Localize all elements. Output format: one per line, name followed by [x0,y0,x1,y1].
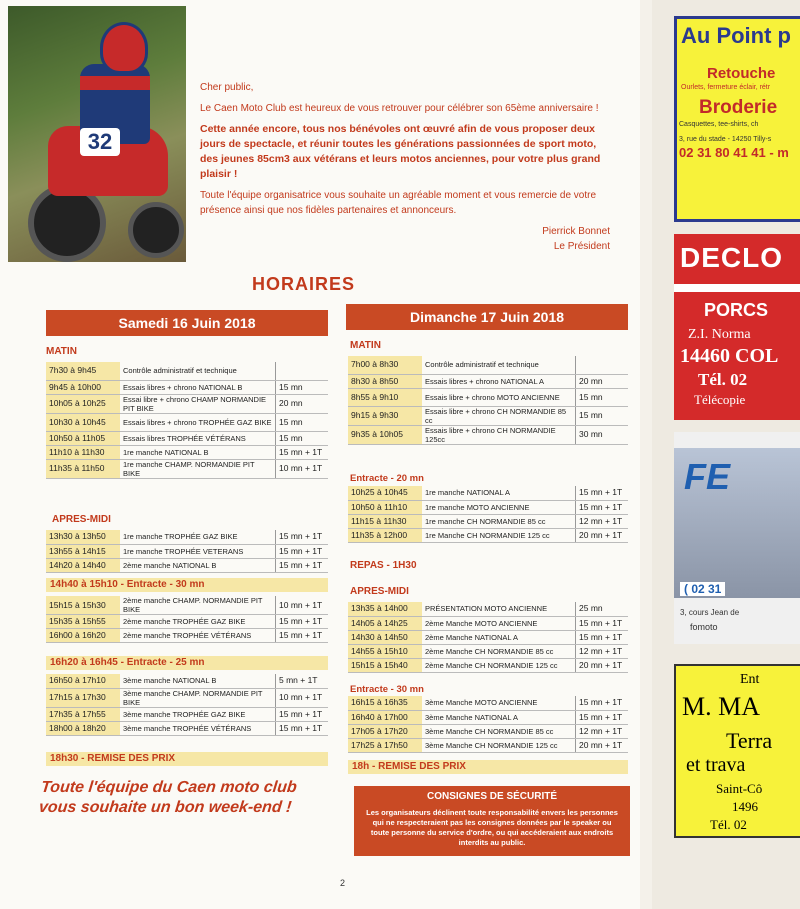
schedule-row [348,658,628,672]
sun-remise: 18h - REMISE DES PRIX [348,760,628,774]
security-box [354,786,630,856]
helmet [100,22,148,74]
sat-apres3-table [46,674,328,736]
row-event: Essais libres + chrono NATIONAL B [120,380,276,394]
row-time: 14h30 à 14h50 [348,630,422,644]
schedule-row [348,616,628,630]
row-time: 10h50 à 11h05 [46,431,120,445]
row-time: 10h30 à 10h45 [46,413,120,431]
row-time: 16h15 à 16h35 [348,696,422,710]
row-event: Essais libres + chrono NATIONAL A [422,374,576,388]
row-duration: 15 mn + 1T [276,544,329,558]
schedule-row [348,644,628,658]
row-duration: 15 mn + 1T [276,629,329,643]
row-event: Essais libre + chrono CH NORMANDIE 85 cc [422,406,576,425]
ad1-broderie: Broderie [699,97,778,118]
schedule-row [348,738,628,752]
ad1-retouche: Retouche [707,65,776,82]
row-event: 3ème Manche CH NORMANDIE 85 cc [422,724,576,738]
ad-point [674,16,800,222]
schedule-row [46,459,328,478]
row-duration: 15 mn + 1T [576,696,629,710]
row-time: 14h55 à 15h10 [348,644,422,658]
ad3-phone: ( 02 31 [680,582,725,596]
row-time: 10h05 à 10h25 [46,394,120,413]
row-time: 8h30 à 8h50 [348,374,422,388]
row-event: Essai libre + chrono CHAMP NORMANDIE PIT BIKE [120,394,276,413]
sun-matin2-table [348,486,628,543]
schedule-row [46,445,328,459]
row-time: 13h30 à 13h50 [46,530,120,544]
row-time: 15h15 à 15h40 [348,658,422,672]
row-event: 3ème Manche CH NORMANDIE 125 cc [422,738,576,752]
schedule-row [348,500,628,514]
row-event: 1re Manche CH NORMANDIE 125 cc [422,528,576,542]
row-duration: 15 mn [576,406,629,425]
ad1-retouche-sub: Ourlets, fermeture éclair, rétr [681,84,771,91]
row-duration: 10 mn + 1T [276,459,329,478]
row-time: 13h35 à 14h00 [348,602,422,616]
rear-wheel [128,202,184,258]
schedule-row [348,388,628,406]
schedule-row [46,688,328,707]
schedule-row [46,431,328,445]
schedule-row [46,707,328,721]
schedule-row [348,514,628,528]
schedule-row [348,486,628,500]
schedule-row [348,724,628,738]
row-event: 2ème Manche CH NORMANDIE 85 cc [422,644,576,658]
schedule-row [348,528,628,542]
ads-column [652,0,800,909]
row-time: 11h15 à 11h30 [348,514,422,528]
sat-matin-label: MATIN [46,346,77,357]
row-time: 15h35 à 15h55 [46,615,120,629]
row-duration: 12 mn + 1T [576,724,629,738]
schedule-row [348,406,628,425]
ad2-title: DECLO [674,234,800,284]
schedule-row [46,530,328,544]
ad1-phone: 02 31 80 41 41 - m [679,145,789,160]
row-event: 3ème Manche MOTO ANCIENNE [422,696,576,710]
row-event: PRÉSENTATION MOTO ANCIENNE [422,602,576,616]
row-event: 1re manche TROPHÉE VETERANS [120,544,276,558]
security-title: CONSIGNES DE SÉCURITÉ [426,791,558,802]
ad1-broderie-sub: Casquettes, tee-shirts, ch [679,121,759,128]
sun-matin-table [348,356,628,445]
row-duration: 10 mn + 1T [276,688,329,707]
ad3-logo: FE [684,456,731,497]
row-time: 16h00 à 16h20 [46,629,120,643]
row-event: 2ème Manche CH NORMANDIE 125 cc [422,658,576,672]
ad4-trava: et trava [686,754,746,776]
row-duration: 15 mn + 1T [276,558,329,572]
horaires-title: HORAIRES [252,274,356,294]
row-time: 11h10 à 11h30 [46,445,120,459]
row-event: Essais libre + chrono CH NORMANDIE 125cc [422,425,576,444]
row-time: 7h30 à 9h45 [46,362,120,380]
row-duration: 15 mn + 1T [276,707,329,721]
row-event: 1re manche MOTO ANCIENNE [422,500,576,514]
schedule-row [46,362,328,380]
row-time: 15h15 à 15h30 [46,596,120,615]
ad2-body [674,292,800,420]
row-time: 9h45 à 10h00 [46,380,120,394]
row-event: Essais libre + chrono MOTO ANCIENNE [422,388,576,406]
row-duration: 15 mn [276,431,329,445]
schedule-row [348,630,628,644]
row-event: 1re manche CH NORMANDIE 85 cc [422,514,576,528]
ad4-top: Ent [740,672,760,687]
row-time: 10h25 à 10h45 [348,486,422,500]
row-event: 1re manche NATIONAL A [422,486,576,500]
row-duration: 10 mn + 1T [276,596,329,615]
row-event: 2ème manche TROPHÉE VÉTÉRANS [120,629,276,643]
row-duration: 15 mn [576,388,629,406]
row-time: 7h00 à 8h30 [348,356,422,374]
footer-line-2: vous souhaite un bon week-end ! [38,799,293,816]
row-duration: 15 mn + 1T [576,616,629,630]
ad2-phone: Tél. 02 [698,370,748,389]
security-text: Les organisateurs déclinent toute responsabilité envers les personnes qui ne respecteraient pas les consignes données par le speaker ou toute personne du service d'ordre, ou qui accéderaient aux endroits interdits au public. [366,808,618,847]
row-duration: 25 mn [576,602,629,616]
row-event: 1re manche CHAMP. NORMANDIE PIT BIKE [120,459,276,478]
row-event: 2ème manche CHAMP. NORMANDIE PIT BIKE [120,596,276,615]
ad-declo [674,234,800,420]
schedule-row [46,558,328,572]
ad1-title: Au Point p [681,23,791,48]
row-time: 11h35 à 11h50 [46,459,120,478]
row-event: 2ème Manche MOTO ANCIENNE [422,616,576,630]
sat-remise: 18h30 - REMISE DES PRIX [46,752,328,766]
sun-apres2-table [348,696,628,753]
greeting: Cher public, [200,82,254,93]
schedule-row [348,425,628,444]
row-event: Essais libres + chrono TROPHÉE GAZ BIKE [120,413,276,431]
sun-apres-label: APRES-MIDI [350,586,409,597]
schedule-row [348,602,628,616]
row-duration: 12 mn + 1T [576,514,629,528]
row-event: 3ème manche TROPHÉE GAZ BIKE [120,707,276,721]
row-duration: 20 mn [276,394,329,413]
row-event: 1re manche NATIONAL B [120,445,276,459]
schedule-row [46,674,328,688]
ad2-zi: Z.I. Norma [688,327,751,342]
signer-role: Le Président [553,241,610,252]
row-time: 14h20 à 14h40 [46,558,120,572]
row-time: 9h35 à 10h05 [348,425,422,444]
row-duration: 20 mn [576,374,629,388]
schedule-row [348,696,628,710]
ad-ma [674,664,800,838]
row-duration [276,362,329,380]
row-duration: 20 mn + 1T [576,738,629,752]
sat-apres-label: APRES-MIDI [52,514,111,525]
row-duration: 12 mn + 1T [576,644,629,658]
sat-apres-table [46,530,328,573]
ad2-fax: Télécopie [694,392,746,407]
ad2-porcs: PORCS [704,300,769,320]
intro: Le Caen Moto Club est heureux de vous retrouver pour célébrer son 65ème anniversaire ! [200,103,599,114]
row-event: 1re manche TROPHÉE GAZ BIKE [120,530,276,544]
row-event: 3ème manche TROPHÉE VÉTÉRANS [120,721,276,735]
closing: Toute l'équipe organisatrice vous souhaite un agréable moment et vous remercie de votre présence ainsi que nos fidèles partenaires et annonceurs. [200,190,597,216]
sun-apres-table [348,602,628,673]
sun-matin-label: MATIN [350,340,381,351]
row-time: 9h15 à 9h30 [348,406,422,425]
rider-photo [8,6,186,262]
schedule-row [46,544,328,558]
row-duration: 15 mn + 1T [276,615,329,629]
row-time: 16h50 à 17h10 [46,674,120,688]
row-event: 2ème Manche NATIONAL A [422,630,576,644]
row-time: 11h35 à 12h00 [348,528,422,542]
schedule-row [46,596,328,615]
schedule-row [46,380,328,394]
row-time: 8h55 à 9h10 [348,388,422,406]
sun-repas: REPAS - 1H30 [350,560,417,571]
schedule-row [46,413,328,431]
sun-entracte-2: Entracte - 30 mn [350,684,424,695]
row-time: 17h15 à 17h30 [46,688,120,707]
row-duration: 15 mn + 1T [576,630,629,644]
ad1-address: 3, rue du stade - 14250 Tilly-s [679,136,772,143]
row-event: 2ème manche TROPHÉE GAZ BIKE [120,615,276,629]
row-time: 16h40 à 17h00 [348,710,422,724]
row-time: 14h05 à 14h25 [348,616,422,630]
ad4-cp: 1496 [732,799,758,814]
ad4-saint: Saint-Cô [716,781,763,796]
row-duration: 15 mn + 1T [276,445,329,459]
row-time: 18h00 à 18h20 [46,721,120,735]
row-duration: 5 mn + 1T [276,674,329,688]
rider-stripe [80,76,150,90]
row-duration [576,356,629,374]
row-time: 13h55 à 14h15 [46,544,120,558]
row-duration: 15 mn [276,380,329,394]
row-event: 2ème manche NATIONAL B [120,558,276,572]
row-duration: 30 mn [576,425,629,444]
row-duration: 15 mn + 1T [276,530,329,544]
sat-matin-table [46,362,328,479]
ad4-name: M. MA [682,692,761,721]
page-number: 2 [340,878,346,888]
sat-apres2-table [46,596,328,643]
schedule-row [46,629,328,643]
signer: Pierrick Bonnet [542,226,610,237]
schedule-row [46,721,328,735]
schedule-row [46,615,328,629]
letter-body: Cette année encore, tous nos bénévoles ont œuvré afin de vous proposer deux jours de spectacle, et réunir toutes les générations passionnées de sport moto, des jeunes 85cm3 aux vétérans et leurs motos anciennes, pour votre plus grand plaisir ! [200,123,601,180]
ad4-terra: Terra [726,728,773,753]
footer-line-1: Toute l'équipe du Caen moto club [40,779,298,796]
sunday-header: Dimanche 17 Juin 2018 [346,304,628,330]
row-event: Contrôle administratif et technique [120,362,276,380]
ad-moto [674,432,800,644]
ad3-web: fomoto [690,622,718,632]
ad2-city: 14460 COL [680,345,779,367]
row-event: 3ème manche NATIONAL B [120,674,276,688]
row-duration: 15 mn + 1T [576,486,629,500]
sat-entracte-2: 16h20 à 16h45 - Entracte - 25 mn [46,656,328,670]
footer-message [38,778,298,818]
row-duration: 15 mn + 1T [576,500,629,514]
row-time: 10h50 à 11h10 [348,500,422,514]
row-duration: 15 mn [276,413,329,431]
row-event: Essais libres TROPHÉE VÉTÉRANS [120,431,276,445]
schedule-row [46,394,328,413]
ad3-address: 3, cours Jean de [680,608,740,617]
sun-entracte-1: Entracte - 20 mn [350,473,424,484]
race-plate: 32 [80,128,120,156]
row-duration: 15 mn + 1T [576,710,629,724]
sat-entracte-1: 14h40 à 15h10 - Entracte - 30 mn [46,578,328,592]
row-event: Contrôle administratif et technique [422,356,576,374]
row-duration: 20 mn + 1T [576,528,629,542]
row-duration: 15 mn + 1T [276,721,329,735]
row-duration: 20 mn + 1T [576,658,629,672]
ad4-tel: Tél. 02 [710,817,747,832]
row-event: 3ème Manche NATIONAL A [422,710,576,724]
saturday-header: Samedi 16 Juin 2018 [46,310,328,336]
schedule-row [348,710,628,724]
schedule-row [348,356,628,374]
welcome-letter [200,80,610,254]
row-event: 3ème manche CHAMP. NORMANDIE PIT BIKE [120,688,276,707]
row-time: 17h35 à 17h55 [46,707,120,721]
schedule-row [348,374,628,388]
row-time: 17h05 à 17h20 [348,724,422,738]
row-time: 17h25 à 17h50 [348,738,422,752]
